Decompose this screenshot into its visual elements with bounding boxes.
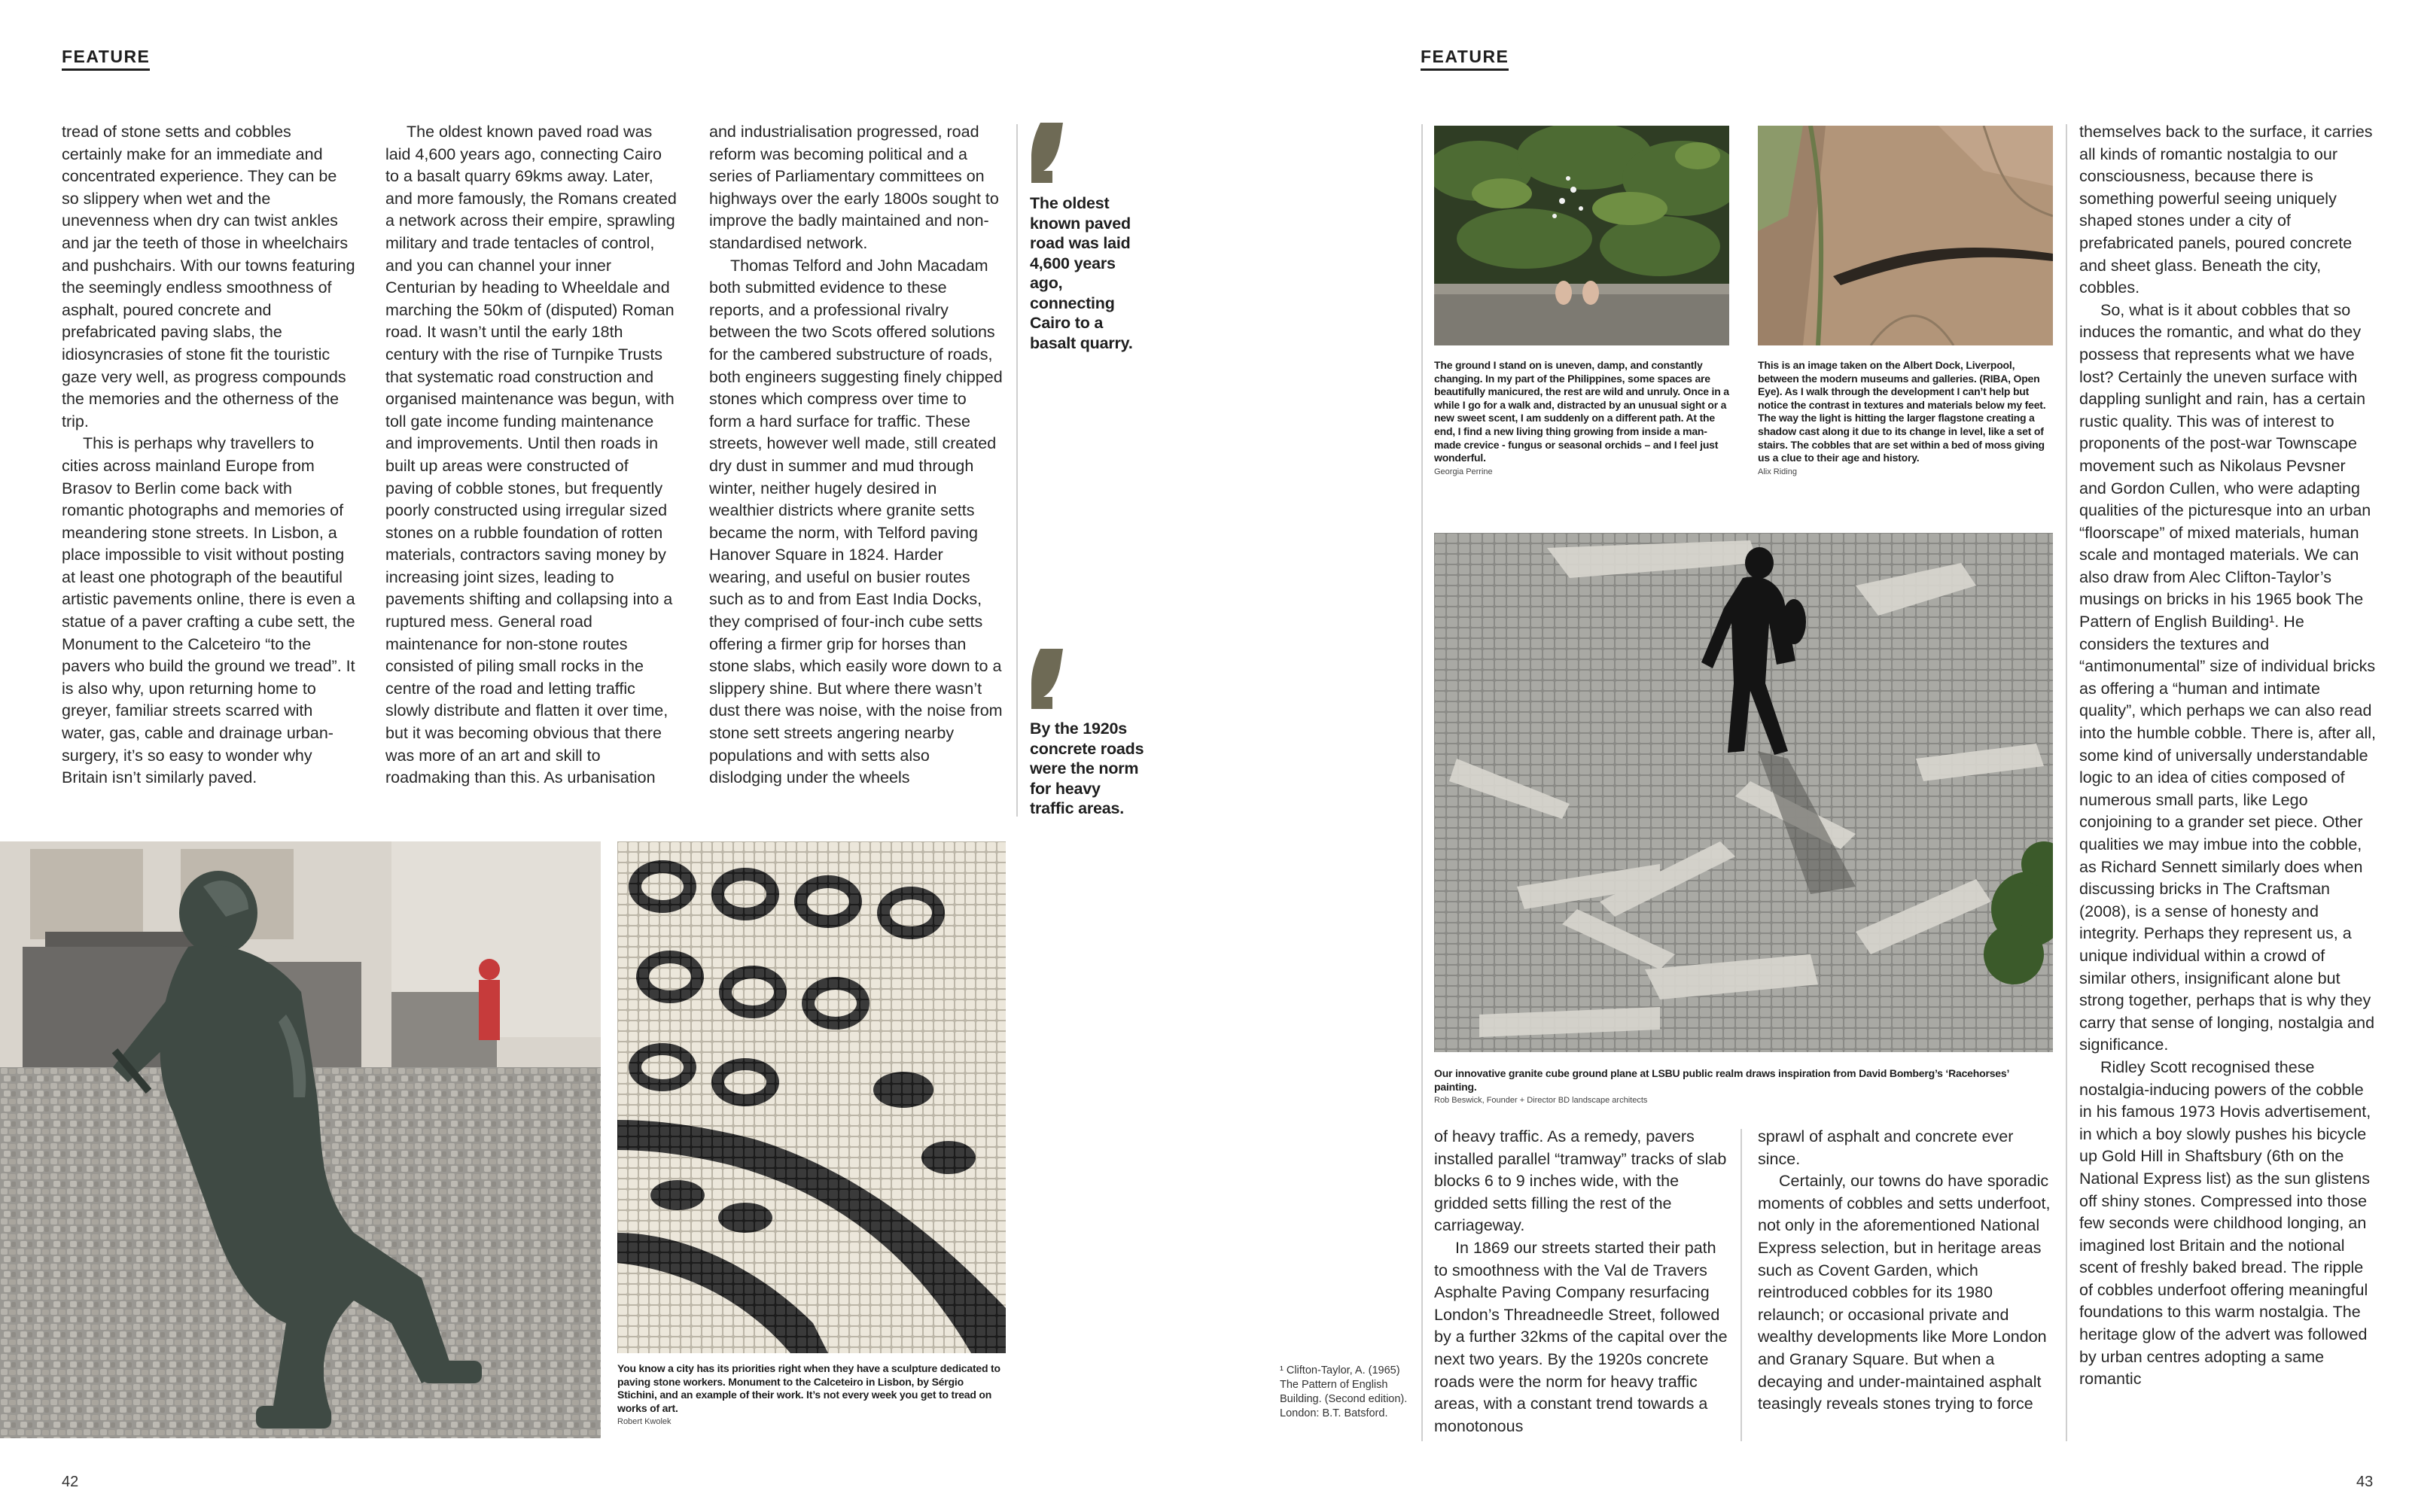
paragraph: This is perhaps why travellers to cities across mainland Europe from Brasov to Berlin come back with romantic photographs and memories of meandering stone streets. In Lisbon, a place impossible to visit without posting at least one photograph of the beautiful artistic pavements online, there is even a statue of a paver crafting a cube sett, the Monument to the Calceteiro “to the pavers who build the ground we tread”. It is also why, upon returning home to greyer, familiar streets scarred with water, gas, cable and drainage urban-surgery, it’s so easy to wonder why Britain isn’t similarly paved.: [62, 434, 355, 787]
column-divider: [2066, 124, 2067, 1441]
paragraph: themselves back to the surface, it carries all kinds of romantic nostalgia to our consciousness, because there is something powerful seeing uniquely shaped stones under a city of prefabricated panels, poured concrete and sheet glass. Beneath the city, cobbles.: [2079, 123, 2373, 297]
paragraph: The oldest known paved road was laid 4,600 years ago, connecting Cairo to a basalt quarry 69kms away. Later, and more famously, the Romans created a network across their empire, sprawling military and trade tentacles of control, and you can channel your inner Centurian by heading to Wheeldale and marching the 50km of (disputed) Roman road. It wasn’t until the early 18th century with the rise of Turnpike Trusts that systematic road construction and organised maintenance was begun, with toll gate income funding maintenance and improvements. Until then roads in built up areas were constructed of paving of cobble stones, but frequently poorly constructed using irregular sized stones on a rubble foundation of rotten materials, contractors saving money by increasing joint sizes, leading to pavements shifting and collapsing into a ruptured mess. General road maintenance for non-stone routes consisted of piling small rocks in the centre of the road and letting traffic slowly distribute and flatten it over time, but it was becoming obvious that there was more of an art and skill to roadmaking than this. As urbanisation: [385, 123, 677, 787]
left-text-column-1: [62, 121, 355, 789]
column-divider: [1741, 1129, 1742, 1441]
paragraph: Ridley Scott recognised these nostalgia-inducing powers of the cobble in his famous 1973 Hovis advertisement, in which a boy slowly pushes his bicycle up Gold Hill in Shaftsbury (6th on the National Express list) as the sun glistens off shiny stones. Compressed into those few seconds were childhood longing, an imagined lost Britain and the notional scent of freshly baked bread. The ripple of cobbles underfoot offering meaningful foundations to this warm nostalgia. The heritage glow of the advert was followed by urban centres adopting a same romantic: [2079, 1057, 2371, 1389]
right-text-column: [2079, 121, 2376, 1391]
caption-credit: Robert Kwolek: [617, 1417, 672, 1427]
paragraph: In 1869 our streets started their path to smoothness with the Val de Travers Asphalte Paving Company resurfacing London’s Threadneedle Street, followed by a further 32kms of the capital over the next two years. By the 1920s concrete roads were the norm for heavy traffic areas, with a constant trend towards a monotonous: [1434, 1238, 1728, 1435]
calceteiro-statue-photo: [0, 841, 601, 1438]
caption-credit: Rob Beswick, Founder + Director BD landscape architects: [1434, 1096, 1648, 1106]
right-bottom-column-2: [1758, 1126, 2053, 1416]
caption-credit: Alix Riding: [1758, 467, 1797, 476]
caption-credit: Georgia Perrine: [1434, 467, 1493, 476]
left-section-header: FEATURE: [62, 47, 150, 71]
paragraph: of heavy traffic. As a remedy, pavers installed parallel “tramway” tracks of slab blocks 6 to 9 inches wide, with the gridded setts filling the rest of the carriageway.: [1434, 1127, 1727, 1235]
photo2-caption: [1758, 359, 2053, 476]
albert-dock-flagstone-photo: [1758, 126, 2053, 345]
caption-text: Our innovative granite cube ground plane at LSBU public realm draws inspiration from David Bomberg’s ‘Racehorses’ painting.: [1434, 1067, 2009, 1093]
paragraph: Thomas Telford and John Macadam both submitted evidence to these reports, and a professional rivalry between the two Scots offered solutions for the cambered substructure of roads, both engineers suggesting finely chipped stones which compress over time to form a hard surface for traffic. These streets, however well made, still created dry dust in summer and mud through winter, neither hugely desired in wealthier districts where granite setts became the norm, with Telford paving Hanover Square in 1824. Harder wearing, and useful on busier routes such as to and from East India Docks, they comprised of four-inch cube setts offering a firmer grip for horses than stone slabs, which easily wore down to a slippery shine. But where there wasn’t dust there was noise, with the noise from stone sett streets angering nearby populations and with setts also dislodging under the wheels: [709, 256, 1003, 787]
philippines-ground-photo: [1434, 126, 1729, 345]
pull-quote-2: By the 1920s concrete roads were the norm for heavy traffic areas.: [1030, 719, 1144, 817]
paragraph: sprawl of asphalt and concrete ever since.: [1758, 1127, 2014, 1168]
quote-mark-icon: [1030, 649, 1067, 709]
caption-text: You know a city has its priorities right when they have a sculpture dedicated to paving stone workers. Monument to the Calceteiro in Lisbon, by Sérgio Stichini, and an example of their work. It’s not every week you get to tread on works of art.: [617, 1362, 1000, 1414]
paragraph: and industrialisation progressed, road reform was becoming political and a series of Parliamentary committees on highways over the early 1800s sought to improve the badly maintained and non-standardised network.: [709, 123, 999, 252]
right-page-number: 43: [2356, 1474, 2374, 1490]
right-section-header: FEATURE: [1421, 47, 1509, 71]
quote-mark-icon: [1030, 123, 1067, 183]
pull-quote-1: The oldest known paved road was laid 4,600 years ago, connecting Cairo to a basalt quarry.: [1030, 194, 1133, 352]
column-divider: [1016, 124, 1018, 817]
caption-text: This is an image taken on the Albert Dock, Liverpool, between the modern museums and galleries. (RIBA, Open Eye). As I walk through the development I can’t help but notice the contrast in textures and materials below my feet. The way the light is hitting the larger flagstone creating a shadow cast along it due to its change in level, like a set of stairs. The cobbles that are set within a bed of moss giving us a clue to their age and history.: [1758, 359, 2046, 464]
column-divider: [1421, 124, 1423, 1441]
paragraph: tread of stone setts and cobbles certainly make for an immediate and concentrated experience. They can be so slippery when wet and the unevenness when dry can twist ankles and jar the teeth of those in wheelchairs and pushchairs. With our towns featuring the seemingly endless smoothness of asphalt, poured concrete and prefabricated paving slabs, the idiosyncrasies of stone fit the touristic gaze very well, as progress compounds the memories and the otherness of the trip.: [62, 123, 355, 430]
left-text-column-3: [709, 121, 1003, 789]
lsbu-granite-plane-photo: [1434, 533, 2053, 1052]
paragraph: So, what is it about cobbles that so induces the romantic, and what do they possess that represents what we have lost? Certainly the uneven surface with dappling sunlight and rain, has a certain rustic quality. This was of interest to proponents of the post-war Townscape movement such as Nikolaus Pevsner and Gordon Cullen, who were adapting qualities of the picturesque into an urban “floorscape” of mixed materials, human scale and montaged materials. We can also draw from Alec Clifton-Taylor’s musings on bricks in his 1965 book The Pattern of English Building¹. He considers the textures and “antimonumental” size of individual bricks as offering a “human and intimate quality”, which perhaps we can also read into the humble cobble. There is, after all, some kind of universally understandable logic to an idea of cities composed of numerous small parts, like Lego conjoining to a grander set piece. Other qualities we may imbue into the cobble, as Richard Sennett similarly does when discussing bricks in The Craftsman (2008), is a sense of honesty and integrity. Perhaps they represent us, a unique individual within a crowd of similar others, insignificant alone but strong together, perhaps that is why they carry that sense of longing, nostalgia and significance.: [2079, 300, 2376, 1054]
photo1-caption: [1434, 359, 1729, 476]
left-photo-caption: [617, 1362, 1006, 1426]
left-page-number: 42: [62, 1474, 79, 1490]
lisbon-pavement-photo: [617, 841, 1006, 1353]
paragraph: Certainly, our towns do have sporadic moments of cobbles and setts underfoot, not only in the aforementioned National Express selection, but in heritage areas such as Covent Garden, which reintroduced cobbles for its 1980 relaunch; or occasional private and wealthy developments like More London and Granary Square. But when a decaying and under-maintained asphalt teasingly reveals stones trying to force: [1758, 1172, 2051, 1413]
footnote: ¹ Clifton-Taylor, A. (1965) The Pattern of English Building. (Second edition). London: B.T. Batsford.: [1280, 1364, 1408, 1419]
left-text-column-2: [385, 121, 679, 789]
photo3-caption: [1434, 1067, 2053, 1105]
caption-text: The ground I stand on is uneven, damp, and constantly changing. In my part of the Philippines, some spaces are beautifully manicured, the rest are wild and unruly. Once in a while I go for a walk and, distracted by an unusual sight or a new sweet scent, I am suddenly on a different path. At the end, I find a new living thing growing from inside a man-made crevice - fungus or seasonal orchids – and I feel just wonderful.: [1434, 359, 1729, 464]
right-bottom-column-1: [1434, 1126, 1729, 1437]
